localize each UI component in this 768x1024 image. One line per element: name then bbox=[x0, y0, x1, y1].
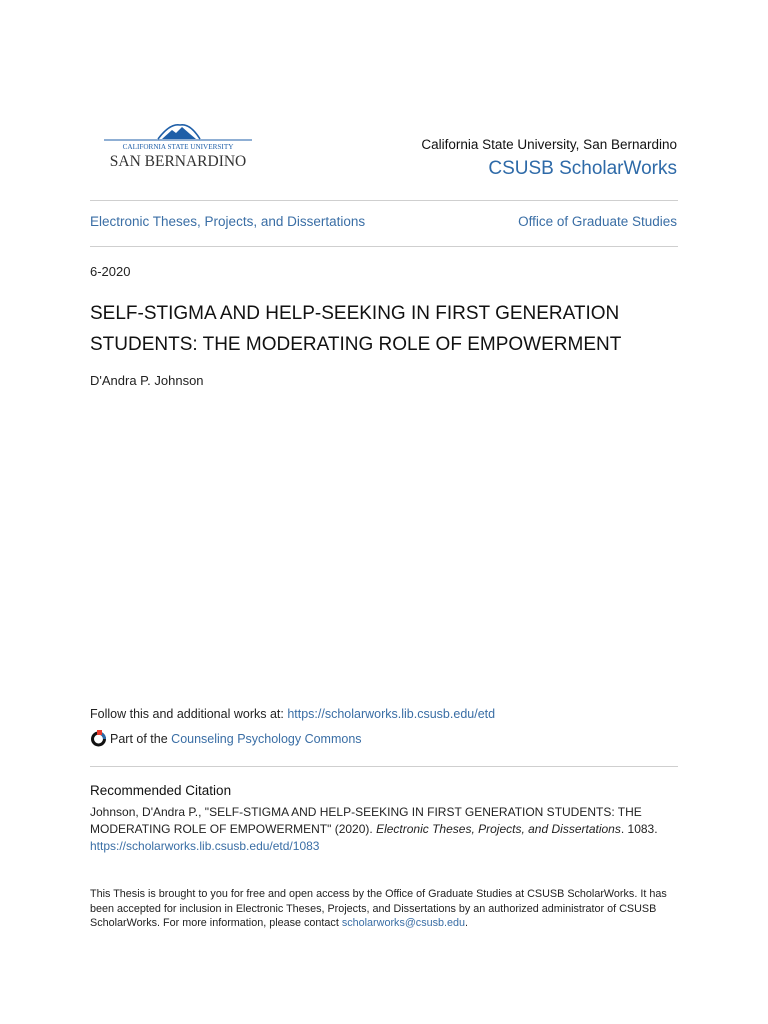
bepress-commons-icon bbox=[90, 730, 107, 747]
divider-series bbox=[90, 246, 678, 247]
divider-top bbox=[90, 200, 678, 201]
office-link[interactable]: Office of Graduate Studies bbox=[518, 214, 677, 229]
citation-number: . 1083. bbox=[620, 822, 658, 836]
footer-text: This Thesis is brought to you for free and open access by the Office of Graduate Studies at CSUSB ScholarWorks. It has been accepted for inclusion in Electronic Theses, Projects, and Dissertations by an authorized administrator of CSUSB ScholarWorks. For more information, please contact bbox=[90, 888, 667, 929]
footer-end: . bbox=[465, 917, 469, 929]
citation-url-link[interactable]: https://scholarworks.lib.csusb.edu/etd/1083 bbox=[90, 839, 320, 853]
part-of-line bbox=[90, 730, 362, 747]
follow-prefix: Follow this and additional works at: bbox=[90, 707, 288, 721]
logo-line2: SAN BERNARDINO bbox=[109, 153, 247, 170]
commons-link[interactable]: Counseling Psychology Commons bbox=[171, 731, 362, 746]
institution-name: California State University, San Bernardino bbox=[421, 137, 677, 152]
repository-link[interactable]: CSUSB ScholarWorks bbox=[488, 158, 677, 179]
follow-url-link[interactable]: https://scholarworks.lib.csusb.edu/etd bbox=[287, 707, 496, 721]
access-statement bbox=[90, 887, 680, 931]
citation-heading: Recommended Citation bbox=[90, 783, 232, 798]
citation-text bbox=[90, 804, 680, 855]
divider-citation bbox=[90, 766, 678, 767]
author-name: D'Andra P. Johnson bbox=[90, 373, 204, 388]
contact-email-link[interactable]: scholarworks@csusb.edu bbox=[341, 917, 466, 929]
logo-line1: CALIFORNIA STATE UNIVERSITY bbox=[122, 143, 234, 151]
mountain-logo-icon bbox=[100, 121, 256, 173]
collection-link[interactable]: Electronic Theses, Projects, and Dissertations bbox=[90, 214, 366, 229]
publication-date: 6-2020 bbox=[90, 264, 131, 279]
citation-series: Electronic Theses, Projects, and Dissertations bbox=[376, 822, 621, 836]
csusb-logo[interactable] bbox=[100, 121, 256, 173]
follow-line bbox=[90, 707, 495, 721]
citation-main: Johnson, D'Andra P., "SELF-STIGMA AND HELP-SEEKING IN FIRST GENERATION STUDENTS: THE MODERATING ROLE OF EMPOWERMENT" (2020). bbox=[90, 805, 642, 836]
document-title: SELF-STIGMA AND HELP-SEEKING IN FIRST GENERATION STUDENTS: THE MODERATING ROLE OF EMPOWERMENT bbox=[90, 303, 622, 355]
part-of-prefix: Part of the bbox=[110, 731, 168, 746]
